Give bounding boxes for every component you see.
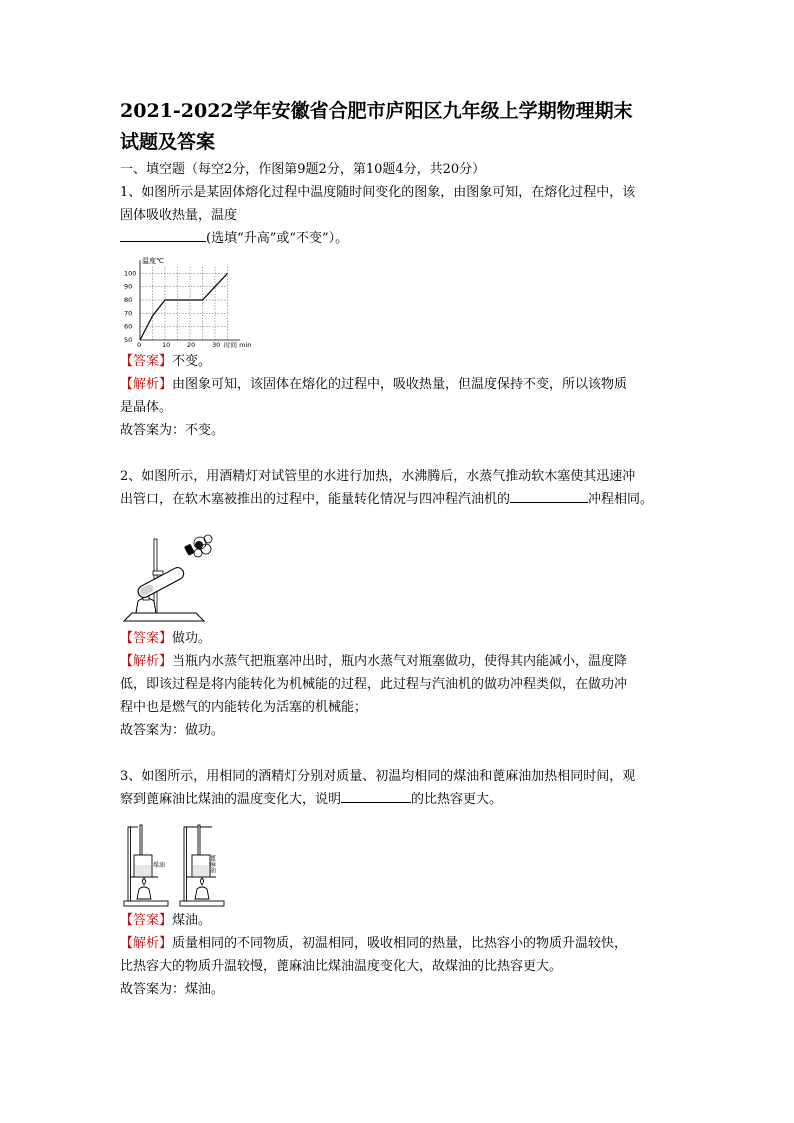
q2-final: 故答案为：做功。 (120, 723, 225, 738)
answer-tag: 【答案】 (120, 913, 173, 928)
x-tick-label: 10 (162, 341, 171, 349)
q3-line2-prefix: 察到蓖麻油比煤油的温度变化大，说明 (120, 792, 342, 807)
q3-line2 (120, 788, 690, 811)
q3-answer-text: 煤油。 (172, 913, 212, 928)
y-tick-label: 90 (124, 282, 133, 291)
q1-answer-text: 不变。 (172, 354, 212, 369)
q1-temperature-chart (120, 254, 255, 350)
q2-test-tube-figure (120, 531, 220, 627)
q2-line2-suffix: 冲程相同。 (588, 492, 654, 507)
q2-line2-prefix: 出管口，在软木塞被推出的过程中，能量转化情况与四冲程汽油机的 (120, 492, 511, 507)
q3-heating-figure (120, 819, 232, 909)
document-page (120, 96, 690, 1001)
chart-grid (140, 267, 228, 340)
x-axis-label: 时间 min (224, 341, 252, 349)
q2-answer-blank (510, 488, 588, 503)
q3-final: 故答案为：煤油。 (120, 982, 225, 997)
q3-analysis-line1: 质量相同的不同物质，初温相同，吸收相同的热量，比热容小的物质升温较快， (172, 936, 628, 951)
q1-line2: 固体吸收热量，温度 (120, 208, 238, 223)
y-tick-label: 70 (124, 309, 133, 318)
steam-dark (195, 541, 203, 549)
answer-tag: 【答案】 (120, 631, 173, 646)
q3-line1: 3、如图所示，用相同的酒精灯分别对质量、初温均相同的煤油和蓖麻油加热相同时间，观 (120, 769, 636, 784)
q2-analysis (120, 650, 690, 673)
q3-analysis (120, 932, 690, 955)
analysis-tag: 【解析】 (120, 654, 173, 669)
doc-title-line2: 试题及答案 (120, 131, 216, 153)
q1-line1: 1、如图所示是某固体熔化过程中温度随时间变化的图象，由图象可知，在熔化过程中，该 (120, 185, 636, 200)
q2-answer-text: 做功。 (172, 631, 212, 646)
y-tick-label: 100 (124, 269, 137, 278)
section-heading: 一、填空题（每空2分，作图第9题2分，第10题4分，共20分） (120, 162, 486, 177)
q3-answer (120, 909, 690, 932)
analysis-tag: 【解析】 (120, 936, 173, 951)
q1-analysis-line2: 是晶体。 (120, 400, 173, 415)
q1-line3 (120, 227, 690, 250)
q2-answer (120, 627, 690, 650)
q2-analysis-line1: 当瓶内水蒸气把瓶塞冲出时，瓶内水蒸气对瓶塞做功，使得其内能减小，温度降 (172, 654, 628, 669)
q1-final: 故答案为：不变。 (120, 423, 225, 438)
answer-tag: 【答案】 (120, 354, 173, 369)
x-tick-label: 0 (137, 341, 142, 349)
q1-line3-suffix: (选填“升高”或“不变”）。 (206, 231, 349, 246)
x-tick-label: 30 (212, 341, 221, 349)
q2-analysis-line3: 程中也是燃气的内能转化为活塞的机械能； (120, 700, 368, 715)
analysis-tag: 【解析】 (120, 377, 173, 392)
y-axis-label: 温度℃ (142, 257, 164, 265)
clamp (153, 571, 163, 575)
q1-answer (120, 350, 690, 373)
q2-line2 (120, 488, 690, 511)
x-tick-label: 20 (187, 341, 196, 349)
right-apparatus (180, 825, 224, 906)
stand-base (124, 613, 204, 621)
q1-answer-blank (120, 227, 206, 242)
label-kerosene: 煤油 (153, 862, 166, 869)
q1-analysis-line1: 由图象可知，该固体在熔化的过程中，吸收热量，但温度保持不变，所以该物质 (172, 377, 628, 392)
y-tick-label: 60 (124, 322, 133, 331)
q3-line2-suffix: 的比热容更大。 (411, 792, 503, 807)
q2-line1: 2、如图所示，用酒精灯对试管里的水进行加热，水沸腾后，水蒸气推动软木塞使其迅速冲 (120, 469, 636, 484)
y-tick-label: 50 (124, 336, 133, 344)
label-castor-oil: 蓖麻油 (208, 855, 216, 873)
temperature-curve (140, 273, 228, 340)
q1-analysis (120, 373, 690, 396)
tick-labels (124, 269, 220, 349)
q3-answer-blank (341, 788, 411, 803)
q3-analysis-line2: 比热容大的物质升温较慢，蓖麻油比煤油温度变化大，故煤油的比热容更大。 (120, 959, 563, 974)
doc-title-line1: 2021-2022学年安徽省合肥市庐阳区九年级上学期物理期末 (120, 100, 633, 122)
cork (184, 544, 195, 556)
y-tick-label: 80 (124, 296, 133, 304)
q2-analysis-line2: 低，即该过程是将内能转化为机械能的过程，此过程与汽油机的做功冲程类似，在做功冲 (120, 677, 628, 692)
